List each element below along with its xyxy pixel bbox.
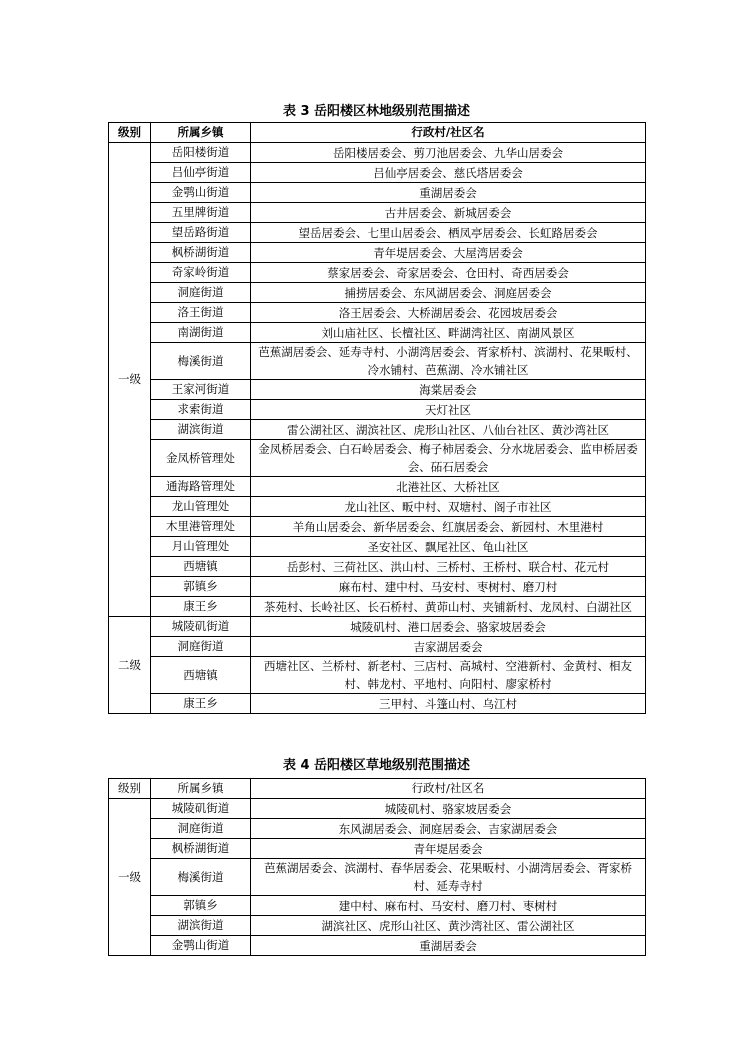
villages-cell: 城陵矶村、港口居委会、骆家坡居委会	[251, 617, 646, 637]
level-cell: 二级	[109, 617, 151, 714]
table-row	[109, 263, 646, 283]
town-cell: 郭镇乡	[151, 896, 251, 916]
town-cell: 城陵矶街道	[151, 617, 251, 637]
table-row	[109, 637, 646, 657]
table-row	[109, 537, 646, 557]
town-cell: 木里港管理处	[151, 517, 251, 537]
table-row	[109, 143, 646, 163]
town-cell: 通海路管理处	[151, 477, 251, 497]
villages-cell: 羊角山居委会、新华居委会、红旗居委会、新园村、木里港村	[251, 517, 646, 537]
town-cell: 望岳路街道	[151, 223, 251, 243]
town-cell: 南湖街道	[151, 323, 251, 343]
villages-cell: 蔡家居委会、奇家居委会、仓田村、奇西居委会	[251, 263, 646, 283]
villages-cell: 天灯社区	[251, 400, 646, 420]
town-cell: 洞庭街道	[151, 283, 251, 303]
villages-cell: 芭蕉湖居委会、延寿寺村、小湖湾居委会、胥家桥村、滨湖村、花果畈村、冷水铺村、芭蕉湖、冷水铺社区	[251, 343, 646, 380]
villages-cell: 茶苑村、长岭社区、长石桥村、黄茆山村、夹铺新村、龙凤村、白湖社区	[251, 597, 646, 617]
table-row	[109, 657, 646, 694]
table-header-row	[109, 779, 646, 799]
town-cell: 梅溪街道	[151, 859, 251, 896]
villages-cell: 海棠居委会	[251, 380, 646, 400]
table-row	[109, 819, 646, 839]
table-row	[109, 497, 646, 517]
town-cell: 金鹗山街道	[151, 183, 251, 203]
header-town: 所属乡镇	[151, 123, 251, 143]
town-cell: 枫桥湖街道	[151, 243, 251, 263]
villages-cell: 望岳居委会、七里山居委会、栖凤亭居委会、长虹路居委会	[251, 223, 646, 243]
level-cell: 一级	[109, 143, 151, 617]
town-cell: 求索街道	[151, 400, 251, 420]
villages-cell: 雷公湖社区、湖滨社区、虎形山社区、八仙台社区、黄沙湾社区	[251, 420, 646, 440]
table-row	[109, 577, 646, 597]
table-row	[109, 916, 646, 936]
villages-cell: 芭蕉湖居委会、滨湖村、春华居委会、花果畈村、小湖湾居委会、胥家桥村、延寿寺村	[251, 859, 646, 896]
town-cell: 西塘镇	[151, 657, 251, 694]
town-cell: 月山管理处	[151, 537, 251, 557]
table-row	[109, 896, 646, 916]
town-cell: 康王乡	[151, 694, 251, 714]
town-cell: 五里牌街道	[151, 203, 251, 223]
table-row	[109, 380, 646, 400]
town-cell: 洞庭街道	[151, 819, 251, 839]
villages-cell: 湖滨社区、虎形山社区、黄沙湾社区、雷公湖社区	[251, 916, 646, 936]
table-row	[109, 694, 646, 714]
town-cell: 枫桥湖街道	[151, 839, 251, 859]
villages-cell: 古井居委会、新城居委会	[251, 203, 646, 223]
table-row	[109, 799, 646, 819]
table-row	[109, 617, 646, 637]
villages-cell: 建中村、麻布村、马安村、磨刀村、枣树村	[251, 896, 646, 916]
table-row	[109, 839, 646, 859]
table-row	[109, 303, 646, 323]
villages-cell: 吉家湖居委会	[251, 637, 646, 657]
table-row	[109, 203, 646, 223]
villages-cell: 岳彭村、三荷社区、洪山村、三桥村、王桥村、联合村、花元村	[251, 557, 646, 577]
town-cell: 龙山管理处	[151, 497, 251, 517]
header-level: 级别	[109, 123, 151, 143]
villages-cell: 重湖居委会	[251, 936, 646, 956]
table-row	[109, 477, 646, 497]
table-row	[109, 283, 646, 303]
town-cell: 湖滨街道	[151, 420, 251, 440]
table-row	[109, 323, 646, 343]
town-cell: 康王乡	[151, 597, 251, 617]
table-row	[109, 440, 646, 477]
town-cell: 奇家岭街道	[151, 263, 251, 283]
villages-cell: 龙山社区、畈中村、双塘村、阁子市社区	[251, 497, 646, 517]
town-cell: 洞庭街道	[151, 637, 251, 657]
table-row	[109, 597, 646, 617]
table-row	[109, 517, 646, 537]
town-cell: 西塘镇	[151, 557, 251, 577]
town-cell: 湖滨街道	[151, 916, 251, 936]
villages-cell: 麻布村、建中村、马安村、枣树村、磨刀村	[251, 577, 646, 597]
table-row	[109, 400, 646, 420]
town-cell: 金凤桥管理处	[151, 440, 251, 477]
grassland-level-table	[108, 778, 646, 956]
level-cell: 一级	[109, 799, 151, 956]
villages-cell: 西塘社区、兰桥村、新老村、三店村、高城村、空港新村、金黄村、相友村、韩龙村、平地村、向阳村、廖家桥村	[251, 657, 646, 694]
table-row	[109, 223, 646, 243]
town-cell: 洛王街道	[151, 303, 251, 323]
villages-cell: 圣安社区、飘尾社区、龟山社区	[251, 537, 646, 557]
villages-cell: 重湖居委会	[251, 183, 646, 203]
villages-cell: 金凤桥居委会、白石岭居委会、梅子柿居委会、分水垅居委会、监申桥居委会、砳石居委会	[251, 440, 646, 477]
table-row	[109, 936, 646, 956]
villages-cell: 城陵矶村、骆家坡居委会	[251, 799, 646, 819]
table-row	[109, 163, 646, 183]
town-cell: 金鹗山街道	[151, 936, 251, 956]
town-cell: 岳阳楼街道	[151, 143, 251, 163]
villages-cell: 东风湖居委会、洞庭居委会、吉家湖居委会	[251, 819, 646, 839]
town-cell: 梅溪街道	[151, 343, 251, 380]
table-row	[109, 859, 646, 896]
table-row	[109, 183, 646, 203]
table-row	[109, 420, 646, 440]
header-villages: 行政村/社区名	[251, 123, 646, 143]
villages-cell: 北港社区、大桥社区	[251, 477, 646, 497]
table4-caption: 表 4 岳阳楼区草地级别范围描述	[282, 758, 471, 773]
town-cell: 王家河街道	[151, 380, 251, 400]
villages-cell: 吕仙亭居委会、慈氏塔居委会	[251, 163, 646, 183]
town-cell: 城陵矶街道	[151, 799, 251, 819]
table-row	[109, 343, 646, 380]
header-town: 所属乡镇	[151, 779, 251, 799]
town-cell: 吕仙亭街道	[151, 163, 251, 183]
villages-cell: 青年堤居委会	[251, 839, 646, 859]
villages-cell: 刘山庙社区、长檀社区、畔湖湾社区、南湖风景区	[251, 323, 646, 343]
forest-level-table	[108, 122, 646, 714]
villages-cell: 岳阳楼居委会、剪刀池居委会、九华山居委会	[251, 143, 646, 163]
town-cell: 郭镇乡	[151, 577, 251, 597]
table-header-row	[109, 123, 646, 143]
villages-cell: 洛王居委会、大桥湖居委会、花园坡居委会	[251, 303, 646, 323]
table-row	[109, 243, 646, 263]
villages-cell: 三甲村、斗篷山村、乌江村	[251, 694, 646, 714]
table3-caption: 表 3 岳阳楼区林地级别范围描述	[282, 104, 471, 119]
header-level: 级别	[109, 779, 151, 799]
table-row	[109, 557, 646, 577]
villages-cell: 青年堤居委会、大屋湾居委会	[251, 243, 646, 263]
villages-cell: 捕捞居委会、东风湖居委会、洞庭居委会	[251, 283, 646, 303]
header-villages: 行政村/社区名	[251, 779, 646, 799]
